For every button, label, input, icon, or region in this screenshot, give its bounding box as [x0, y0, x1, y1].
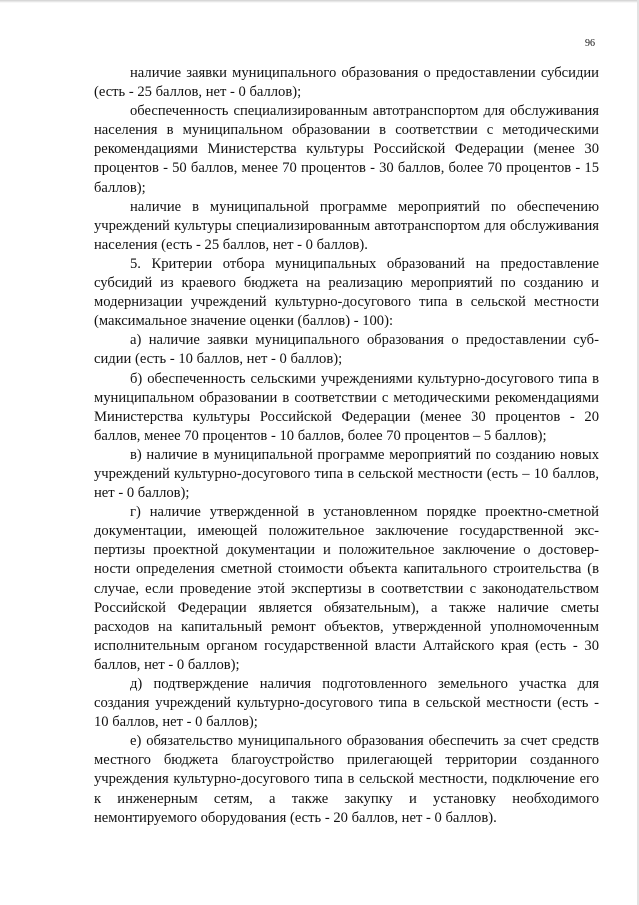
page-number: 96 — [585, 38, 595, 49]
paragraph-criterion-v: в) наличие в муниципальной программе мероприятий по созданию новых учреждений культурно-досугового типа в сельской местности (есть – 10 баллов, нет - 0 баллов); — [94, 446, 599, 502]
paragraph-subsidy-application-transport: наличие заявки муниципального образования о предоставлении субсидии (есть - 25 баллов, нет - 0 баллов); — [94, 65, 599, 101]
scan-edge-top — [0, 0, 639, 3]
document-body — [94, 64, 599, 828]
paragraph-criterion-g: г) наличие утвержденной в установленном порядке проектно-сметной документации, имеющей положительное заключение государственной экспертизы проектной документации и положительное заключение о достоверности определения сметной стоимости объекта капитального строительства (в случае, если проведение этой экспертизы в соответствии с законодательством Российской Федерации является обязательным), а также наличие сметы расходов на капитальный ремонт объектов, утвержденной уполномоченным исполнительным органом государственной власти Алтайского края (есть - 30 баллов, нет - 0 баллов); — [94, 504, 599, 673]
paragraph-criterion-e: е) обязательство муниципального образования обеспечить за счет средств местного бюджета благоустройство прилегающей территории созданного учреждения культурно-досугового типа в сельской местности, подключение его к инженерным сетям, а также закупку и установку необходимого немонтируемого оборудования (есть - 20 баллов, нет - 0 баллов). — [94, 733, 599, 826]
paragraph-criterion-a: а) наличие заявки муниципального образования о предоставлении субсидии (есть - 10 баллов, нет - 0 баллов); — [94, 332, 599, 368]
paragraph-criterion-b: б) обеспеченность сельскими учреждениями культурно-досугового типа в муниципальном образовании в соответствии с методическими рекомендациями Министерства культуры Российской Федерации (менее 30 процентов - 20 баллов, менее 70 процентов - 10 баллов, более 70 процентов – 5 баллов); — [94, 370, 599, 444]
paragraph-criteria-5-heading: 5. Критерии отбора муниципальных образований на предоставление субсидий из краевого бюджета на реализацию мероприятий по созданию и модернизации учреждений культурно-досугового типа в сельской местности (максимальное значение оценки (баллов) - 100): — [94, 255, 599, 330]
paragraph-criterion-d: д) подтверждение наличия подготовленного земельного участка для создания учреждений культурно-досугового типа в сельской местности (есть - 10 баллов, нет - 0 баллов); — [94, 676, 599, 731]
paragraph-transport-program: наличие в муниципальной программе мероприятий по обеспечению учреждений культуры специализированным автотранспортом для обслуживания населения (есть - 25 баллов, нет - 0 баллов). — [94, 198, 599, 253]
paragraph-transport-provision: обеспеченность специализированным автотранспортом для обслуживания населения в муниципальном образовании в соответствии с методическими рекомендациями Министерства культуры Российской Федерации (менее 30 процентов - 50 баллов, менее 70 процентов - 30 баллов, более 70 процентов - 15 баллов); — [94, 103, 599, 196]
